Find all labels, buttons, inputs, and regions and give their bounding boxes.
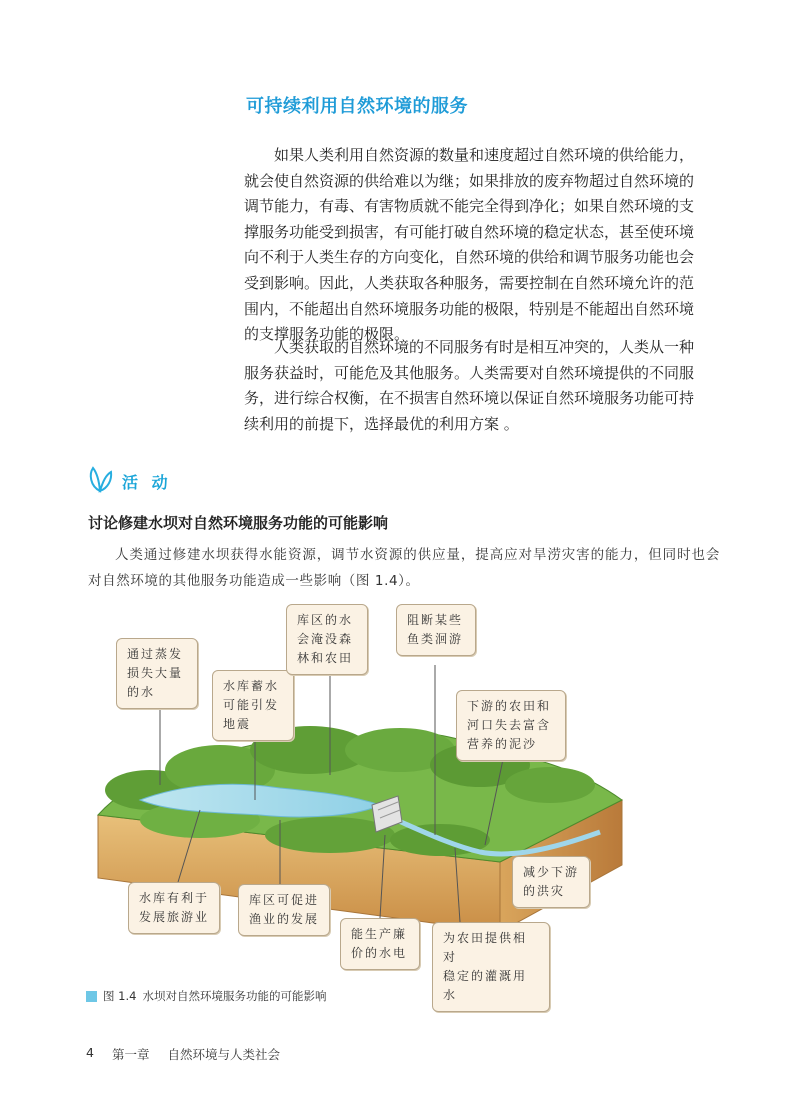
activity-label: 活 动 [122,472,172,492]
section-title: 可持续利用自然环境的服务 [246,96,468,117]
chapter-label: 第一章 [111,1047,150,1062]
paragraph-2: 人类获取的自然环境的不同服务有时是相互冲突的，人类从一种服务获益时，可能危及其他服务。人类需要对自然环境提供的不同服务，进行综合权衡，在不损害自然环境以保证自然环境服务功能可持续利用的前提下，选择最优的利用方案 。 [244,338,695,433]
activity-title: 讨论修建水坝对自然环境服务功能的可能影响 [88,514,389,532]
caption-marker-icon [86,991,97,1002]
callout-tourism: 水库有利于 发展旅游业 [128,882,220,934]
callout-earthquake: 水库蓄水 可能引发 地震 [212,670,294,741]
paragraph-1: 如果人类利用自然资源的数量和速度超过自然环境的供给能力，就会使自然资源的供给难以为继；如果排放的废弃物超过自然环境的调节能力，有毒、有害物质就不能完全得到净化；如果自然环境的支撑服务功能受到损害，有可能打破自然环境的稳定状态，甚至使环境向不利于人类生存的方向变化，自然环境的供给和调节服务功能也会受到影响。因此，人类获取各种服务，需要控制在自然环境允许的范围内，不能超出自然环境服务功能的极限，特别是不能超出自然环境的支撑服务功能的极限。 [244,146,695,344]
activity-header [86,464,172,498]
activity-leaf-icon [86,464,114,498]
callout-silt-loss: 下游的农田和 河口失去富含 营养的泥沙 [456,690,566,761]
chapter-title: 自然环境与人类社会 [167,1047,280,1062]
callout-irrigation: 为农田提供相对 稳定的灌溉用水 [432,922,550,1012]
callout-flood-reduction: 减少下游 的洪灾 [512,856,590,908]
callout-fishery: 库区可促进 渔业的发展 [238,884,330,936]
callout-flooding: 库区的水 会淹没森 林和农田 [286,604,368,675]
callout-evaporation: 通过蒸发 损失大量 的水 [116,638,198,709]
callout-fish-migration: 阻断某些 鱼类洄游 [396,604,476,656]
activity-text: 人类通过修建水坝获得水能资源，调节水资源的供应量，提高应对旱涝灾害的能力，但同时也会对自然环境的其他服务功能造成一些影响（图 1.4）。 [88,547,720,589]
figure-caption [86,988,326,1004]
page-footer [86,1045,280,1063]
callout-hydropower: 能生产廉 价的水电 [340,918,420,970]
page-number: 4 [86,1045,94,1060]
caption-text: 水坝对自然环境服务功能的可能影响 [142,989,327,1003]
caption-number: 图 1.4 [103,989,137,1003]
